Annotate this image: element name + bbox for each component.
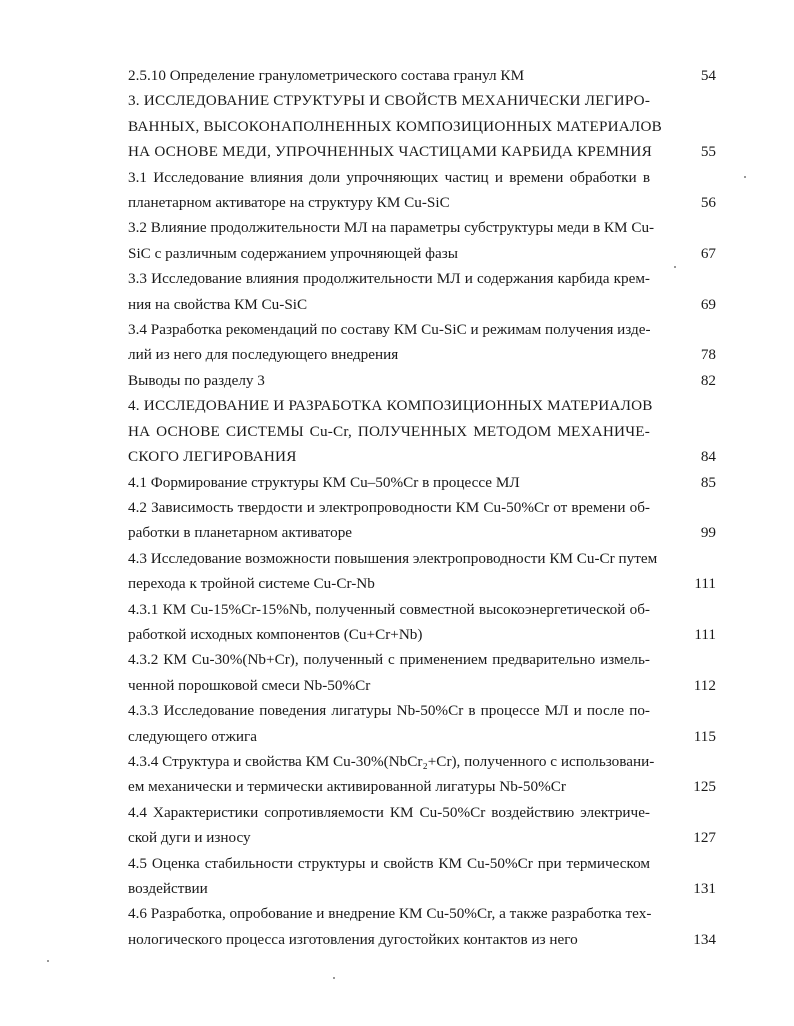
toc-entry-text: ния на свойства КМ Cu-SiC [128, 295, 308, 313]
toc-entry-text: 3.4 Разработка рекомендаций по составу КМ Cu-SiC и режимам получения изде- [128, 321, 651, 339]
table-of-contents [128, 63, 716, 952]
toc-entry-4-3-3 [128, 698, 716, 749]
toc-entry-3-1 [128, 165, 716, 216]
toc-entry-text: нологического процесса изготовления дугостойких контактов из него [128, 930, 578, 948]
toc-entry-text: 4.3.1 КМ Cu-15%Cr-15%Nb, полученный совместной высокоэнергетической об- [128, 600, 650, 618]
toc-entry-text: 3.3 Исследование влияния продолжительности МЛ и содержания карбида крем- [128, 270, 650, 288]
toc-page-number: 99 [700, 524, 716, 542]
toc-entry-text: 4. ИССЛЕДОВАНИЕ И РАЗРАБОТКА КОМПОЗИЦИОННЫХ МАТЕРИАЛОВ [128, 397, 653, 415]
toc-entry-text: SiC с различным содержанием упрочняющей фазы [128, 244, 458, 262]
toc-entry-text: ченной порошковой смеси Nb-50%Cr [128, 676, 371, 694]
toc-entry-text: планетарном активаторе на структуру КМ Cu-SiC [128, 194, 450, 212]
toc-page-number: 85 [700, 473, 716, 491]
toc-entry-4-6 [128, 901, 716, 952]
toc-entry-text: следующего отжига [128, 727, 258, 745]
toc-entry-4-3 [128, 546, 716, 597]
scan-speck [744, 176, 746, 178]
toc-entry-3-4 [128, 317, 716, 368]
toc-entry-chapter-3 [128, 88, 716, 164]
scan-speck [47, 960, 49, 962]
toc-entry-2-5-10 [128, 63, 716, 88]
toc-entry-4-4 [128, 800, 716, 851]
toc-entry-3-3 [128, 266, 716, 317]
toc-page-number: 84 [700, 448, 716, 466]
toc-entry-text: 3.1 Исследование влияния доли упрочняющих частиц и времени обработки в [128, 168, 650, 186]
toc-entry-text: 4.3.4 Структура и свойства КМ Cu-30%(NbCr₂+Cr), полученного с использовани- [128, 752, 655, 770]
toc-page-number: 125 [693, 778, 716, 796]
toc-entry-text: ской дуги и износу [128, 829, 251, 847]
toc-page-number: 82 [700, 371, 716, 389]
toc-entry-3-2 [128, 215, 716, 266]
toc-entry-text: СКОГО ЛЕГИРОВАНИЯ [128, 448, 297, 466]
toc-entry-text: 2.5.10 Определение гранулометрического состава гранул КМ [128, 67, 525, 84]
toc-entry-4-3-2 [128, 647, 716, 698]
toc-page-number: 127 [693, 829, 716, 847]
toc-entry-4-1 [128, 470, 716, 495]
toc-entry-text: 4.3 Исследование возможности повышения электропроводности КМ Cu-Cr путем [128, 549, 658, 567]
toc-entry-4-5 [128, 851, 716, 902]
toc-entry-4-3-4 [128, 749, 716, 800]
toc-entry-text: 4.2 Зависимость твердости и электропроводности КМ Cu-50%Cr от времени об- [128, 498, 650, 516]
toc-entry-text: ВАННЫХ, ВЫСОКОНАПОЛНЕННЫХ КОМПОЗИЦИОННЫХ МАТЕРИАЛОВ [128, 117, 662, 135]
toc-entry-text: перехода к тройной системе Cu-Cr-Nb [128, 575, 375, 593]
toc-entry-text: работки в планетарном активаторе [128, 524, 353, 542]
toc-entry-text: 4.3.2 КМ Cu-30%(Nb+Cr), полученный с применением предварительно измель- [128, 651, 650, 669]
toc-page-number: 67 [700, 244, 716, 262]
toc-entry-text: 4.4 Характеристики сопротивляемости КМ Cu-50%Cr воздействию электриче- [128, 803, 650, 821]
scan-speck [333, 977, 335, 979]
toc-entry-text: ем механически и термически активированной лигатуры Nb-50%Cr [128, 778, 566, 796]
toc-entry-text: воздействии [128, 880, 208, 897]
toc-page-number: 55 [700, 143, 716, 161]
toc-page-number: 112 [693, 676, 716, 694]
toc-page-number: 78 [700, 346, 716, 364]
toc-page-number: 56 [700, 194, 716, 212]
toc-page-number: 111 [694, 625, 716, 643]
toc-entry-chapter-4 [128, 393, 716, 469]
toc-entry-text: НА ОСНОВЕ МЕДИ, УПРОЧНЕННЫХ ЧАСТИЦАМИ КАРБИДА КРЕМНИЯ [128, 143, 652, 161]
toc-page-number: 69 [700, 295, 716, 313]
toc-entry-text: Выводы по разделу 3 [128, 371, 265, 389]
toc-entry-text: 3.2 Влияние продолжительности МЛ на параметры субструктуры меди в КМ Cu- [128, 219, 655, 237]
toc-entry-text: лий из него для последующего внедрения [128, 346, 399, 364]
toc-entry-text: 4.1 Формирование структуры КМ Cu–50%Cr в процессе МЛ [128, 473, 520, 491]
toc-entry-4-2 [128, 495, 716, 546]
toc-page-number: 134 [693, 930, 716, 948]
toc-page-number: 115 [693, 727, 716, 745]
toc-entry-conclusions-3 [128, 368, 716, 393]
scan-speck [674, 266, 676, 268]
toc-page-number: 54 [700, 67, 716, 84]
toc-entry-text: 4.5 Оценка стабильности структуры и свойств КМ Cu-50%Cr при термическом [128, 854, 650, 872]
toc-entry-text: 4.6 Разработка, опробование и внедрение КМ Cu-50%Cr, а также разработка тех- [128, 905, 652, 923]
toc-entry-text: 4.3.3 Исследование поведения лигатуры Nb-50%Cr в процессе МЛ и после по- [128, 702, 650, 720]
toc-page-number: 131 [693, 880, 716, 897]
toc-entry-text: НА ОСНОВЕ СИСТЕМЫ Cu-Cr, ПОЛУЧЕННЫХ МЕТОДОМ МЕХАНИЧЕ- [128, 422, 650, 440]
toc-entry-text: 3. ИССЛЕДОВАНИЕ СТРУКТУРЫ И СВОЙСТВ МЕХАНИЧЕСКИ ЛЕГИРО- [128, 92, 651, 110]
toc-entry-4-3-1 [128, 597, 716, 648]
toc-page-number: 111 [694, 575, 716, 593]
toc-entry-text: работкой исходных компонентов (Cu+Cr+Nb) [128, 625, 423, 643]
